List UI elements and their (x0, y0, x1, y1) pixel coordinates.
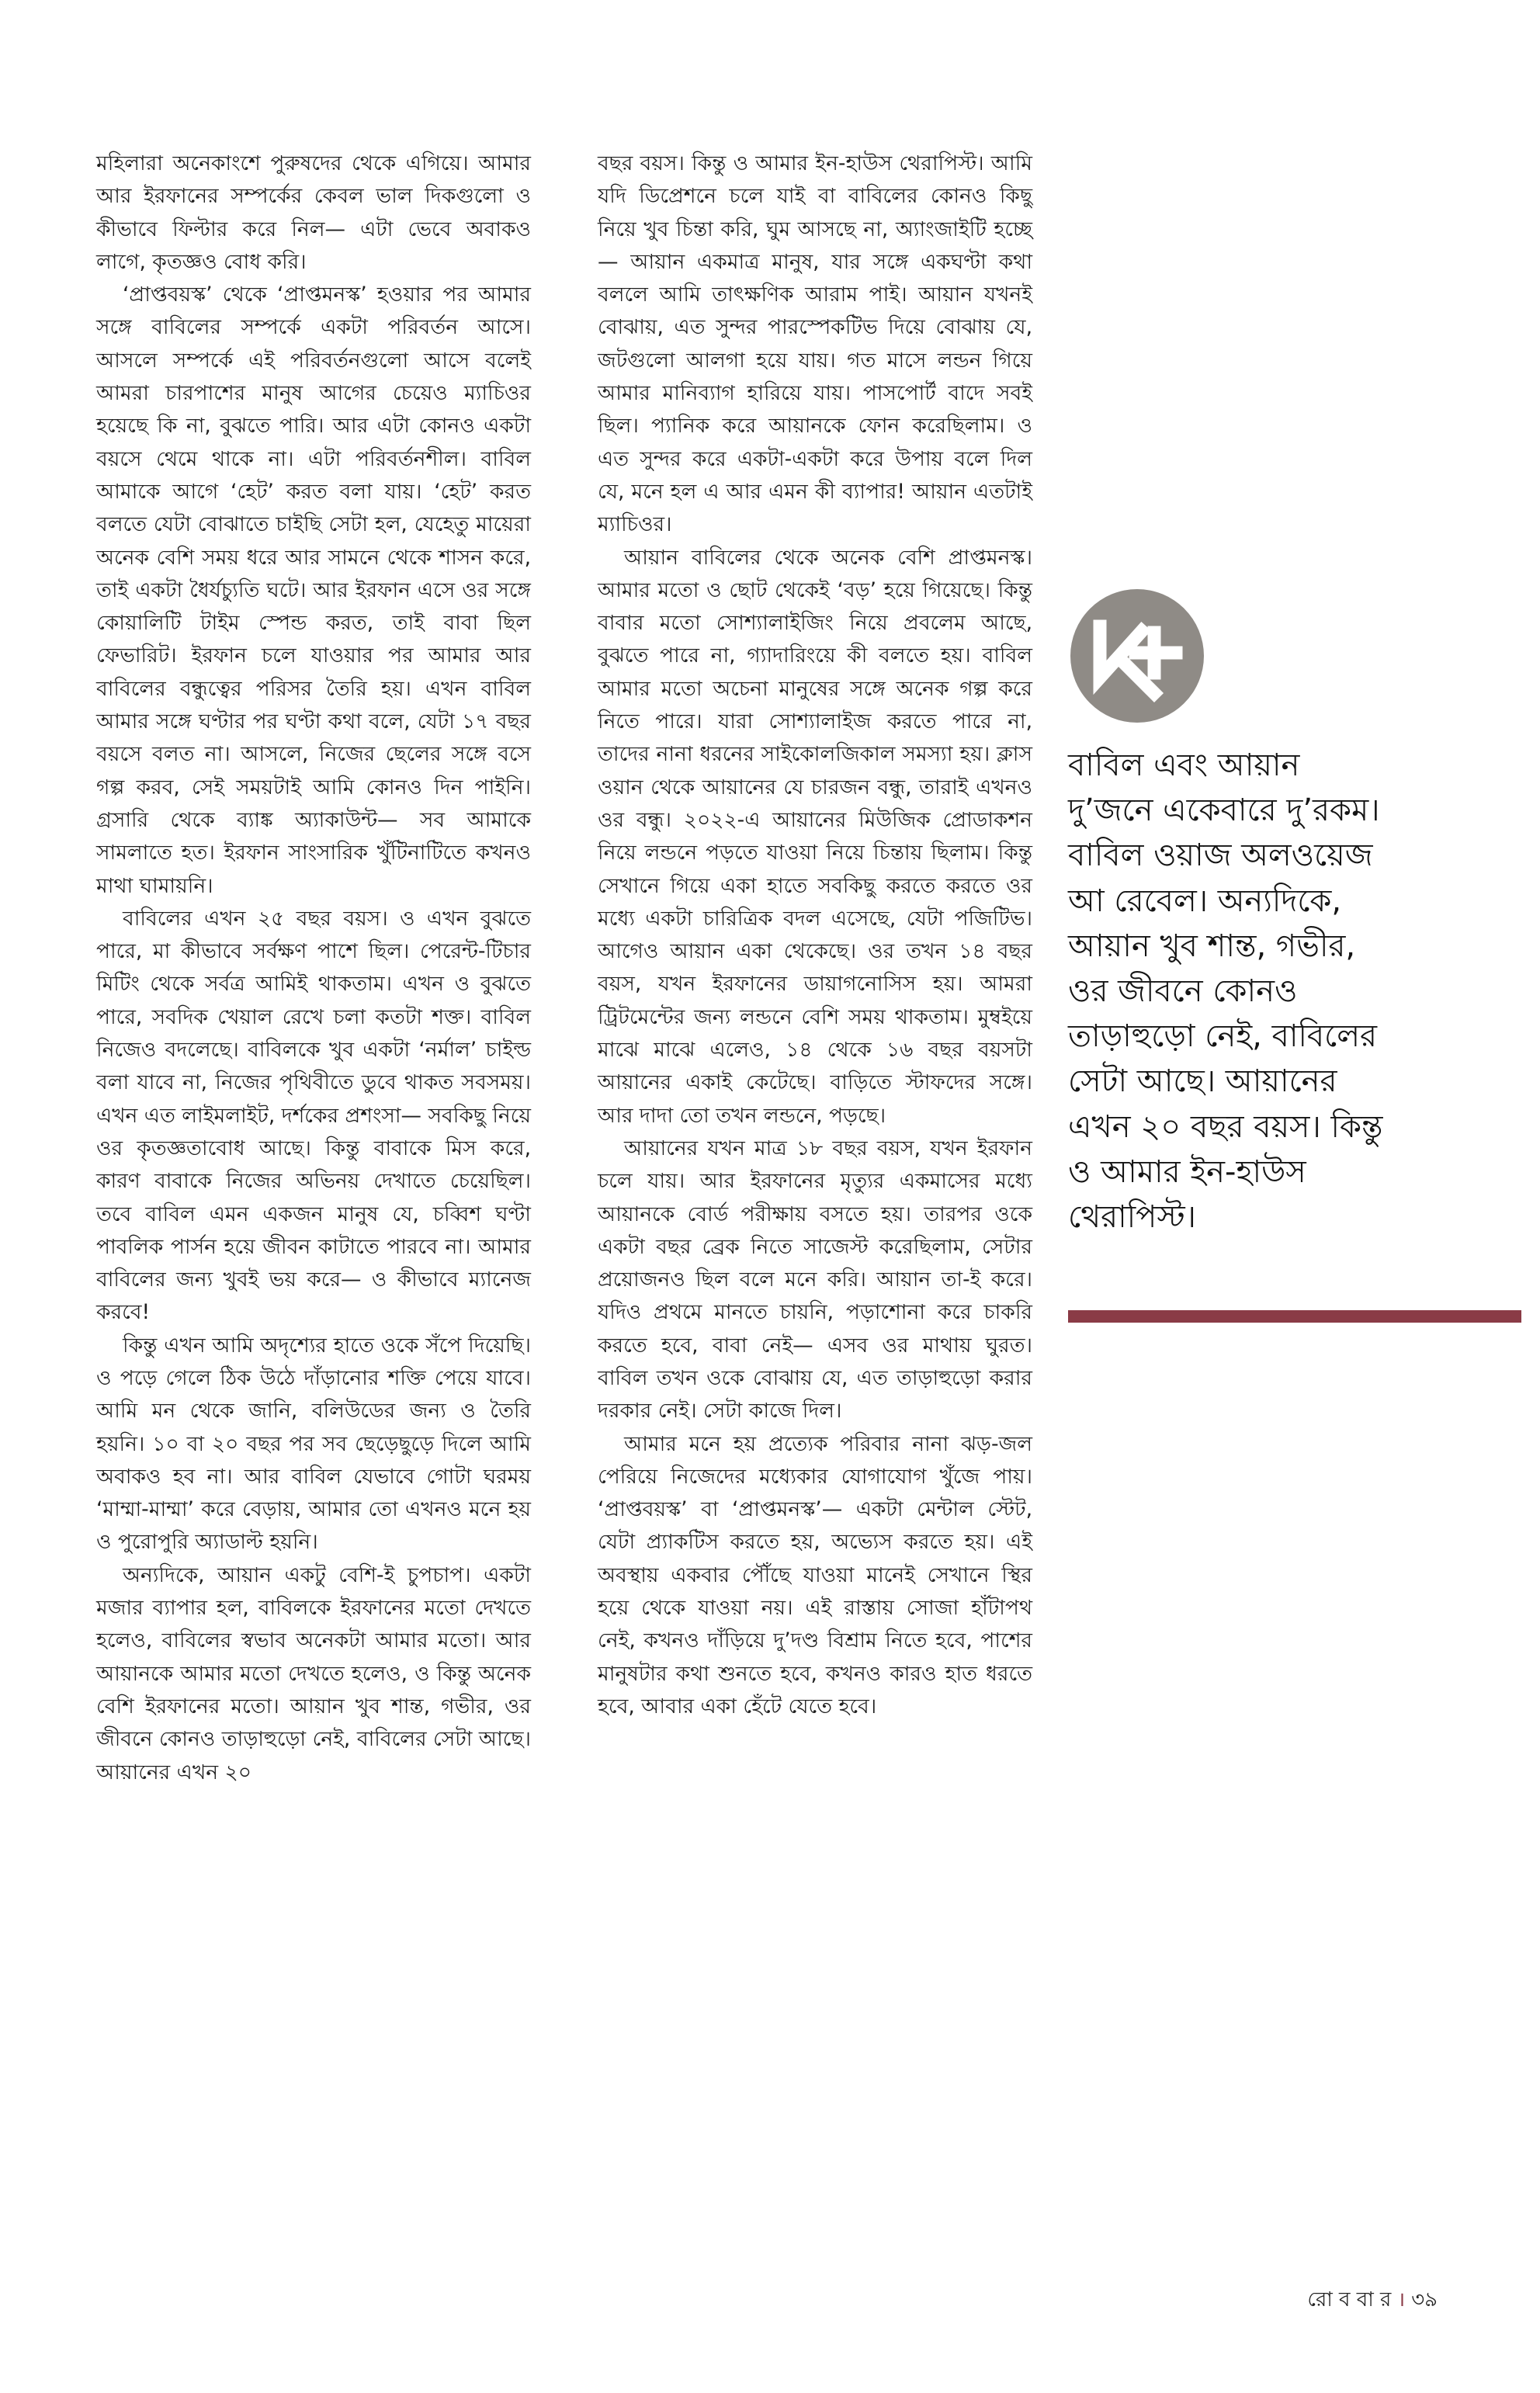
page-number: ৩৯ (1411, 2288, 1438, 2311)
paragraph: বাবিলের এখন ২৫ বছর বয়স। ও এখন বুঝতে পারে, মা কীভাবে সর্বক্ষণ পাশে ছিল। পেরেন্ট-টিচার মিটিং থেকে সর্বত্র আমিই থাকতাম। এখন ও বুঝতে পারে, সবদিক খেয়াল রেখে চলা কতটা শক্ত। বাবিল নিজেও বদলেছে। বাবিলকে খুব একটা ‘নর্মাল’ চাইল্ড বলা যাবে না, নিজের পৃথিবীতে ডুবে থাকত সবসময়। এখন এত লাইমলাইট, দর্শকের প্রশংসা— সবকিছু নিয়ে ওর কৃতজ্ঞতাবোধ আছে। কিন্তু বাবাকে মিস করে, কারণ বাবাকে নিজের অভিনয় দেখাতে চেয়েছিল। তবে বাবিল এমন একজন মানুষ যে, চব্বিশ ঘণ্টা পাবলিক পার্সন হয়ে জীবন কাটাতে পারবে না। আমার বাবিলের জন্য খুবই ভয় করে— ও কীভাবে ম্যানেজ করবে! (96, 906, 531, 1325)
magazine-name: রো ব বা র (1307, 2288, 1392, 2311)
paragraph: অন্যদিকে, আয়ান একটু বেশি-ই চুপচাপ। একটা মজার ব্যাপার হল, বাবিলকে ইরফানের মতো দেখতে হলেও, বাবিলের স্বভাব অনেকটা আমার মতো। আর আয়ানকে আমার মতো দেখতে হলেও, ও কিন্তু অনেক বেশি ইরফানের মতো। আয়ান খুব শান্ত, গভীর, ওর জীবনে কোনও তাড়াহুড়ো নেই, বাবিলের সেটা আছে। আয়ানের এখন ২০ (96, 1562, 531, 1784)
paragraph: মহিলারা অনেকাংশে পুরুষদের থেকে এগিয়ে। আমার আর ইরফানের সম্পর্কের কেবল ভাল দিকগুলো ও কীভাবে ফিল্টার করে নিল— এটা ভেবে অবাকও লাগে, কৃতজ্ঞও বোধ করি। (96, 151, 531, 274)
paragraph: আমার মনে হয় প্রত্যেক পরিবার নানা ঝড়-জল পেরিয়ে নিজেদের মধ্যেকার যোগাযোগ খুঁজে পায়। ‘প্রাপ্তবয়স্ক’ বা ‘প্রাপ্তমনস্ক’— একটা মেন্টাল স্টেট, যেটা প্র্যাকটিস করতে হয়, অভ্যেস করতে হয়। এই অবস্থায় একবার পৌঁছে যাওয়া মানেই সেখানে স্থির হয়ে থেকে যাওয়া নয়। এই রাস্তায় সোজা হাঁটাপথ নেই, কখনও দাঁড়িয়ে দু’দণ্ড বিশ্রাম নিতে হবে, পাশের মানুষটার কথা শুনতে হবে, কখনও কারও হাত ধরতে হবে, আবার একা হেঁটে যেতে হবে। (598, 1431, 1032, 1718)
accent-rule (1068, 1310, 1521, 1323)
article-column-1 (96, 147, 531, 1789)
paragraph: বছর বয়স। কিন্তু ও আমার ইন-হাউস থেরাপিস্ট। আমি যদি ডিপ্রেশনে চলে যাই বা বাবিলের কোনও কিছু নিয়ে খুব চিন্তা করি, ঘুম আসছে না, অ্যাংজাইটি হচ্ছে— আয়ান একমাত্র মানুষ, যার সঙ্গে একঘণ্টা কথা বললে আমি তাৎক্ষণিক আরাম পাই। আয়ান যখনই বোঝায়, এত সুন্দর পারস্পেকটিভ দিয়ে বোঝায় যে, জটগুলো আলগা হয়ে যায়। গত মাসে লন্ডন গিয়ে আমার মানিব্যাগ হারিয়ে যায়। পাসপোর্ট বাদে সবই ছিল। প্যানিক করে আয়ানকে ফোন করেছিলাম। ও এত সুন্দর করে একটা-একটা করে উপায় বলে দিল যে, মনে হল এ আর এমন কী ব্যাপার! আয়ান এতটাই ম্যাচিওর। (598, 151, 1032, 537)
article-column-2 (598, 147, 1032, 1723)
page-footer (1205, 2284, 1438, 2318)
pull-quote: বাবিল এবং আয়ান দু’জনে একেবারে দু’রকম। বাবিল ওয়াজ অলওয়েজ আ রেবেল। অন্যদিকে, আয়ান খুব শান্ত, গভীর, ওর জীবনে কোনও তাড়াহুড়ো নেই, বাবিলের সেটা আছে। আয়ানের এখন ২০ বছর বয়স। কিন্তু ও আমার ইন-হাউস থেরাপিস্ট। (1068, 747, 1383, 1236)
footer-separator: । (1397, 2288, 1406, 2311)
paragraph: কিন্তু এখন আমি অদৃশ্যের হাতে ওকে সঁপে দিয়েছি। ও পড়ে গেলে ঠিক উঠে দাঁড়ানোর শক্তি পেয়ে যাবে। আমি মন থেকে জানি, বলিউডের জন্য ও তৈরি হয়নি। ১০ বা ২০ বছর পর সব ছেড়েছুড়ে দিলে আমি অবাকও হব না। আর বাবিল যেভাবে গোটা ঘরময় ‘মাম্মা-মাম্মা’ করে বেড়ায়, আমার তো এখনও মনে হয় ও পুরোপুরি অ্যাডাল্ট হয়নি। (96, 1333, 531, 1555)
robbar-logo-icon (1067, 586, 1207, 726)
paragraph: আয়ান বাবিলের থেকে অনেক বেশি প্রাপ্তমনস্ক। আমার মতো ও ছোট থেকেই ‘বড়’ হয়ে গিয়েছে। কিন্তু বাবার মতো সোশ্যালাইজিং নিয়ে প্রবলেম আছে, বুঝতে পারে না, গ্যাদারিংয়ে কী বলতে হয়। বাবিল আমার মতো অচেনা মানুষের সঙ্গে অনেক গল্প করে নিতে পারে। যারা সোশ্যালাইজ করতে পারে না, তাদের নানা ধরনের সাইকোলজিকাল সমস্যা হয়। ক্লাস ওয়ান থেকে আয়ানের যে চারজন বন্ধু, তারাই এখনও ওর বন্ধু। ২০২২-এ আয়ানের মিউজিক প্রোডাকশন নিয়ে লন্ডনে পড়তে যাওয়া নিয়ে চিন্তায় ছিলাম। কিন্তু সেখানে গিয়ে একা হাতে সবকিছু করতে করতে ওর মধ্যে একটা চারিত্রিক বদল এসেছে, যেটা পজিটিভ। আগেও আয়ান একা থেকেছে। ওর তখন ১৪ বছর বয়স, যখন ইরফানের ডায়াগনোসিস হয়। আমরা ট্রিটমেন্টের জন্য লন্ডনে বেশি সময় থাকতাম। মুম্বইয়ে মাঝে মাঝে এলেও, ১৪ থেকে ১৬ বছর বয়সটা আয়ানের একাই কেটেছে। বাড়িতে স্টাফদের সঙ্গে। আর দাদা তো তখন লন্ডনে, পড়ছে। (598, 545, 1032, 1128)
paragraph: ‘প্রাপ্তবয়স্ক’ থেকে ‘প্রাপ্তমনস্ক’ হওয়ার পর আমার সঙ্গে বাবিলের সম্পর্কে একটা পরিবর্তন আসে। আসলে সম্পর্কে এই পরিবর্তনগুলো আসে বলেই আমরা চারপাশের মানুষ আগের চেয়েও ম্যাচিওর হয়েছে কি না, বুঝতে পারি। আর এটা কোনও একটা বয়সে থেমে থাকে না। এটা পরিবর্তনশীল। বাবিল আমাকে আগে ‘হেট’ করত বলা যায়। ‘হেট’ করত বলতে যেটা বোঝাতে চাইছি সেটা হল, যেহেতু মায়েরা অনেক বেশি সময় ধরে আর সামনে থেকে শাসন করে, তাই একটা ধৈর্যচ্যুতি ঘটে। আর ইরফান এসে ওর সঙ্গে কোয়ালিটি টাইম স্পেন্ড করত, তাই বাবা ছিল ফেভারিট। ইরফান চলে যাওয়ার পর আমার আর বাবিলের বন্ধুত্বের পরিসর তৈরি হয়। এখন বাবিল আমার সঙ্গে ঘণ্টার পর ঘণ্টা কথা বলে, যেটা ১৭ বছর বয়সে বলত না। আসলে, নিজের ছেলের সঙ্গে বসে গল্প করব, সেই সময়টাই আমি কোনও দিন পাইনি। গ্রসারি থেকে ব্যাঙ্ক অ্যাকাউন্ট— সব আমাকে সামলাতে হত। ইরফান সাংসারিক খুঁটিনাটিতে কখনও মাথা ঘামায়নি। (96, 283, 531, 898)
paragraph: আয়ানের যখন মাত্র ১৮ বছর বয়স, যখন ইরফান চলে যায়। আর ইরফানের মৃত্যুর একমাসের মধ্যে আয়ানকে বোর্ড পরীক্ষায় বসতে হয়। তারপর ওকে একটা বছর ব্রেক নিতে সাজেস্ট করেছিলাম, সেটার প্রয়োজনও ছিল বলে মনে করি। আয়ান তা-ই করে। যদিও প্রথমে মানতে চায়নি, পড়াশোনা করে চাকরি করতে হবে, বাবা নেই— এসব ওর মাথায় ঘুরত। বাবিল তখন ওকে বোঝায় যে, এত তাড়াহুড়ো করার দরকার নেই। সেটা কাজে দিল। (598, 1136, 1032, 1424)
